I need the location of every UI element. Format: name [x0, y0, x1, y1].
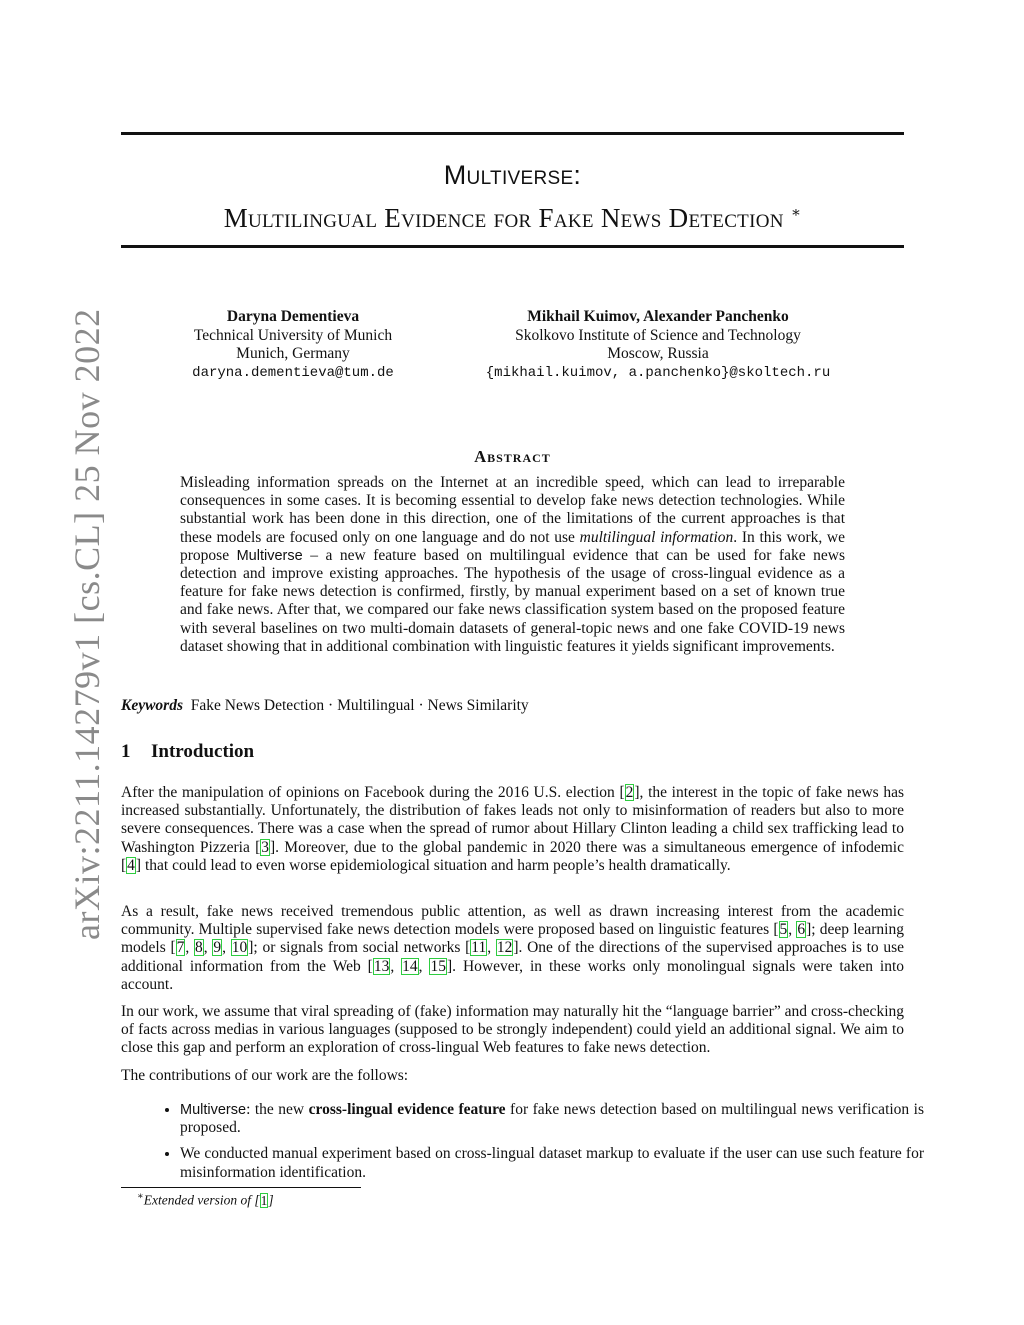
citation-link[interactable]: 8 — [195, 939, 203, 957]
text-run: ]; deep learning models [ — [121, 921, 904, 957]
title-line-1: Multiverse: — [443, 160, 582, 190]
footnote-text: Extended version of — [143, 1192, 252, 1208]
citation-link[interactable]: 6 — [797, 921, 806, 939]
citation-link[interactable]: 3 — [261, 838, 269, 856]
author-email[interactable]: daryna.dementieva@tum.de — [192, 364, 394, 381]
footnote-rule — [121, 1187, 361, 1188]
list-item — [180, 1101, 924, 1137]
title-bottom-rule — [121, 245, 904, 248]
text-run: As a result, fake news received tremendous public attention, as well as drawn increasing interest from the academic community. Multiple supervised fake news detection models were proposed based on linguistic features [ — [121, 903, 904, 939]
text-run: ]; or signals from social networks [ — [248, 939, 471, 957]
bold-term: cross-lingual evidence feature — [308, 1101, 506, 1118]
intro-paragraph-3: In our work, we assume that viral spreading of (fake) information may naturally hit the “language barrier” and cross-checking of facts across medias in various languages (supposed to be strongly independent) could yield an additional signal. We aim to close this gap and perform an exploration of cross-lingual Web features to fake news detection. — [121, 1003, 904, 1057]
citation-link[interactable]: 15 — [430, 957, 446, 975]
abstract-text — [180, 474, 845, 656]
contributions-list — [160, 1101, 924, 1190]
keywords-text: Fake News Detection · Multilingual · News Similarity — [190, 697, 529, 714]
abstract-emphasis: multilingual information — [579, 528, 734, 546]
footnote-mark: ∗ — [137, 1191, 144, 1202]
text-run: ]. Moreover, due to the global pandemic in 2020 there was a simultaneous emergence of infodemic [ — [121, 838, 904, 874]
text-run: ]. One of the directions of the supervised approaches is to use additional information from the Web [ — [121, 939, 905, 975]
section-number: 1 — [121, 741, 131, 762]
text-run: ]. However, in these works only monolingual signals were taken into account. — [121, 957, 905, 993]
title-footnote-mark: ∗ — [790, 205, 802, 221]
method-name: Multiverse — [180, 1102, 247, 1118]
abstract-heading: Abstract — [474, 447, 551, 466]
footnote: ∗Extended version of [1] — [137, 1191, 274, 1208]
section-heading-introduction — [121, 741, 254, 763]
intro-paragraph-1 — [121, 784, 904, 875]
citation-link[interactable]: 2 — [625, 784, 634, 801]
citation-link[interactable]: 5 — [779, 921, 788, 939]
author-affiliation: Skolkovo Institute of Science and Technology — [515, 326, 801, 344]
title-line-2-text: Multilingual Evidence for Fake News Detection — [223, 203, 784, 233]
abstract-method-name: Multiverse — [236, 547, 303, 564]
citation-link[interactable]: 13 — [373, 957, 390, 975]
text-run: After the manipulation of opinions on Facebook during the 2016 U.S. election [ — [121, 784, 625, 801]
intro-paragraph-2: As a result, fake news received tremendous public attention, as well as drawn increasing interest from the academic community. Multiple supervised fake news detection models were proposed based on linguistic features [5, 6]; deep learning models [7, 8, 9, 10]; or signals from social networks [11, 12]. One of the directions of the supervised approaches is to use additional information from the Web [13, 14, 15]. However, in these works only monolingual signals were taken into account. — [121, 903, 905, 993]
keywords-line — [121, 697, 529, 715]
author-name: Mikhail Kuimov, Alexander Panchenko — [527, 308, 789, 325]
author-block-1 — [160, 308, 426, 382]
text-run: ], the interest in the topic of fake news has increased substantially. Unfortunately, the distribution of fakes leads not only to misinformation of readers but also to more severe consequences. There was a case when the spread of rumor about Hillary Clinton leading a child sex trafficking lead to Washington Pizzeria [ — [121, 784, 905, 856]
abstract-part: Misleading information spreads on the Internet at an incredible speed, which can lead to irreparable consequences in some cases. It is becoming essential to develop fake news detection technologies. While substantial work has been done in this direction, one of the limitations of the current approaches is that these models are focused only on one language and do not use — [180, 474, 845, 546]
author-location: Moscow, Russia — [607, 345, 709, 362]
author-name: Daryna Dementieva — [226, 308, 360, 325]
keywords-label: Keywords — [121, 697, 183, 714]
citation-link[interactable]: 10 — [231, 939, 248, 957]
list-item: • We conducted manual experiment based on cross-lingual dataset markup to evaluate if the user can use such feature for misinformation identification. — [180, 1145, 924, 1181]
citation-link[interactable]: 11 — [471, 939, 487, 957]
citation-link[interactable]: 4 — [127, 856, 135, 874]
title-top-rule — [121, 132, 904, 135]
arxiv-sidebar-id: arXiv:2211.14279v1 [cs.CL] 25 Nov 2022 — [67, 308, 107, 940]
citation-link[interactable]: 14 — [402, 957, 418, 975]
citation-link[interactable]: 7 — [176, 939, 185, 957]
text-run: : the new — [246, 1101, 309, 1118]
title-line-2 — [121, 196, 904, 235]
abstract-part: . In this work, we propose — [180, 528, 845, 564]
abstract-part: – a new feature based on multilingual evidence that can be used for fake news detection and improve existing approaches. The hypothesis of the usage of cross-lingual evidence as a feature for fake news detection is confirmed, firstly, by manual experiment based on a set of known true and fake news. After that, we compared our fake news classification system based on the proposed feature with several baselines on two multi-domain datasets of general-topic news and one fake COVID-19 news dataset showing that in additional combination with linguistic features it yields significant improvements. — [180, 546, 845, 655]
author-affiliation: Technical University of Munich — [193, 326, 393, 344]
intro-paragraph-4: The contributions of our work are the follows: — [121, 1067, 409, 1084]
author-block-2 — [468, 308, 848, 382]
citation-link[interactable]: 1 — [260, 1192, 268, 1208]
text-run: ] that could lead to even worse epidemiological situation and harm people’s health dramatically. — [135, 856, 731, 874]
citation-link[interactable]: 9 — [213, 939, 222, 957]
section-title: Introduction — [151, 741, 255, 762]
text-run: for fake news detection based on multilingual news verification is proposed. — [180, 1101, 925, 1137]
author-email[interactable]: {mikhail.kuimov, a.panchenko}@skoltech.ru — [485, 364, 831, 381]
citation-link[interactable]: 12 — [496, 939, 513, 957]
author-location: Munich, Germany — [236, 345, 350, 362]
